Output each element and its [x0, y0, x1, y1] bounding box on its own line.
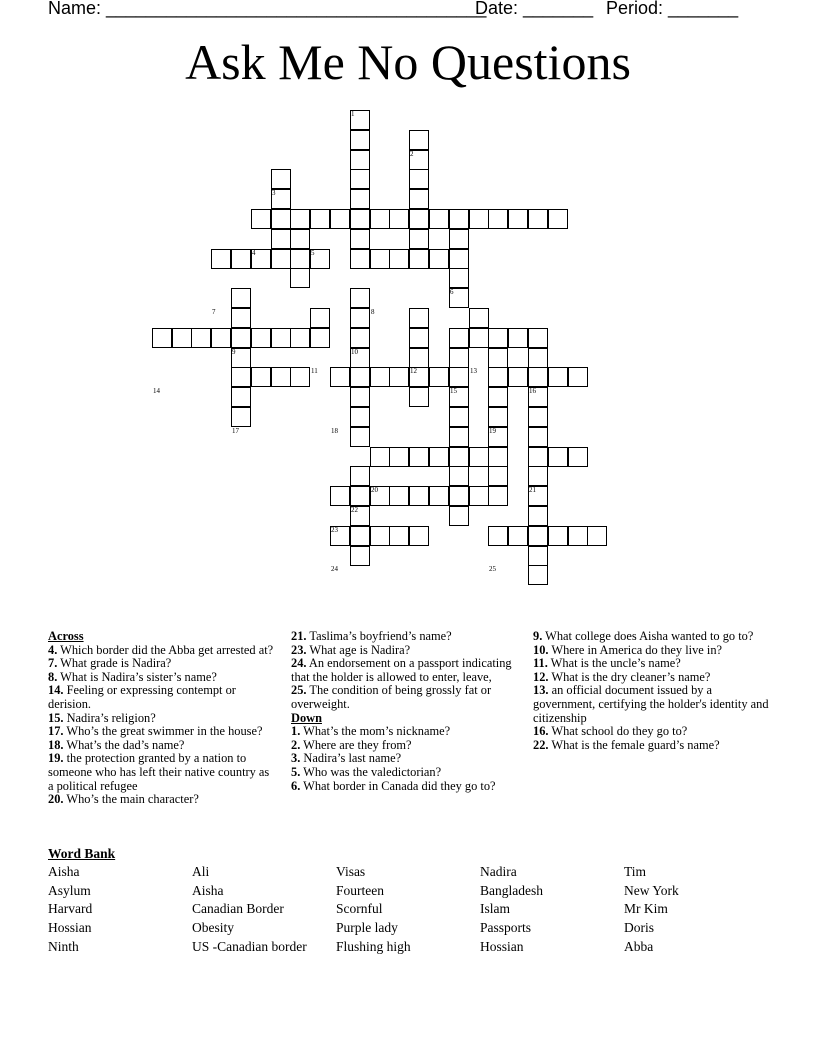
grid-cell[interactable] [508, 209, 528, 229]
grid-cell[interactable] [548, 526, 568, 546]
clue-number: 14 [153, 387, 160, 395]
clue-number-label: 25. [291, 683, 307, 698]
grid-cell[interactable] [449, 268, 469, 288]
grid-cell[interactable] [528, 546, 548, 566]
grid-cell[interactable] [449, 229, 469, 249]
clue-text: Which border did the Abba get arrested at? [57, 642, 274, 657]
grid-cell[interactable] [528, 565, 548, 585]
grid-cell[interactable] [350, 249, 370, 269]
grid-cell[interactable] [449, 407, 469, 427]
grid-cell[interactable] [271, 367, 291, 387]
word-bank-word: Ali [192, 864, 210, 879]
grid-cell[interactable] [271, 328, 291, 348]
grid-cell[interactable] [449, 506, 469, 526]
grid-cell[interactable] [528, 328, 548, 348]
clue-text: Where in America do they live in? [548, 642, 723, 657]
clue-number: 5 [311, 249, 315, 257]
grid-cell[interactable] [370, 209, 390, 229]
grid-cell[interactable] [350, 189, 370, 209]
clue-number-label: 11. [533, 656, 548, 671]
grid-cell[interactable] [449, 427, 469, 447]
clue-item [48, 712, 276, 726]
clue-text: What school do they go to? [548, 724, 688, 739]
clue-number: 4 [252, 249, 256, 257]
clue-number: 21 [529, 486, 536, 494]
grid-cell[interactable] [290, 328, 310, 348]
clue-text: Who’s the great swimmer in the house? [63, 724, 263, 739]
grid-cell[interactable] [389, 447, 409, 467]
grid-cell[interactable] [469, 209, 489, 229]
grid-cell[interactable] [231, 249, 251, 269]
clue-item [291, 644, 517, 658]
clue-text: What is the female guard’s name? [548, 737, 720, 752]
clue-number-label: 20. [48, 792, 64, 807]
clue-item [533, 725, 769, 739]
clues-column-2 [291, 630, 517, 793]
grid-cell[interactable] [350, 288, 370, 308]
word-bank-word: US -Canadian border [192, 938, 307, 954]
grid-cell[interactable] [231, 407, 251, 427]
grid-cell[interactable] [409, 526, 429, 546]
grid-cell[interactable] [350, 407, 370, 427]
grid-cell[interactable] [568, 526, 588, 546]
grid-cell[interactable] [528, 348, 548, 368]
grid-cell[interactable] [409, 328, 429, 348]
grid-cell[interactable] [528, 526, 548, 546]
word-bank-word: Asylum [48, 882, 91, 898]
grid-cell[interactable] [350, 427, 370, 447]
clue-number: 10 [351, 348, 358, 356]
clue-number-label: 24. [291, 656, 307, 671]
grid-cell[interactable] [290, 367, 310, 387]
grid-cell[interactable] [449, 328, 469, 348]
word-bank-word: Bangladesh [480, 882, 543, 898]
grid-cell[interactable] [370, 447, 390, 467]
grid-cell[interactable] [488, 447, 508, 467]
clue-text: An endorsement on a passport indicating that the holder is allowed to enter, leave, [291, 656, 512, 684]
word-bank-word: Ninth [48, 938, 79, 954]
clue-text: What’s the mom’s nickname? [300, 724, 451, 739]
grid-cell[interactable] [231, 328, 251, 348]
grid-cell[interactable] [449, 348, 469, 368]
clue-number-label: 5. [291, 764, 301, 779]
grid-cell[interactable] [211, 249, 231, 269]
clue-number-label: 9. [533, 629, 543, 643]
grid-cell[interactable] [251, 209, 271, 229]
grid-cell[interactable] [528, 209, 548, 229]
clue-number-label: 15. [48, 710, 64, 725]
grid-cell[interactable] [370, 249, 390, 269]
grid-cell[interactable] [528, 427, 548, 447]
clue-number-label: 14. [48, 683, 64, 698]
word-bank-word: New York [624, 882, 679, 898]
grid-cell[interactable] [409, 130, 429, 150]
clue-number-label: 21. [291, 629, 307, 643]
clue-number-label: 10. [533, 642, 549, 657]
clue-number: 3 [272, 189, 276, 197]
grid-cell[interactable] [350, 367, 370, 387]
clue-number: 20 [371, 486, 378, 494]
grid-cell[interactable] [409, 209, 429, 229]
period-field[interactable]: Period: _______ [606, 0, 739, 18]
grid-cell[interactable] [429, 209, 449, 229]
grid-cell[interactable] [211, 328, 231, 348]
grid-cell[interactable] [488, 367, 508, 387]
grid-cell[interactable] [251, 328, 271, 348]
clue-number-label: 18. [48, 737, 64, 752]
clue-item [48, 671, 276, 685]
clue-number: 8 [371, 308, 375, 316]
grid-cell[interactable] [488, 209, 508, 229]
clue-text: What college does Aisha wanted to go to? [542, 629, 754, 643]
grid-cell[interactable] [231, 367, 251, 387]
clue-number: 6 [450, 288, 454, 296]
grid-cell[interactable] [409, 348, 429, 368]
word-bank-word: Hossian [480, 938, 524, 954]
word-bank-word: Doris [624, 920, 654, 936]
across-heading: Across [48, 629, 84, 643]
grid-cell[interactable] [409, 387, 429, 407]
word-bank-word: Tim [624, 864, 647, 879]
clue-item [48, 657, 276, 671]
grid-cell[interactable] [330, 486, 350, 506]
clue-item [533, 644, 769, 658]
clue-item [533, 671, 769, 685]
grid-cell[interactable] [449, 209, 469, 229]
grid-cell[interactable] [350, 546, 370, 566]
grid-cell[interactable] [429, 367, 449, 387]
grid-cell[interactable] [449, 249, 469, 269]
word-bank-title: Word Bank [48, 846, 116, 861]
grid-cell[interactable] [409, 308, 429, 328]
grid-cell[interactable] [271, 229, 291, 249]
grid-cell[interactable] [389, 526, 409, 546]
clue-number: 19 [489, 427, 496, 435]
grid-cell[interactable] [350, 308, 370, 328]
grid-cell[interactable] [350, 466, 370, 486]
grid-cell[interactable] [469, 308, 489, 328]
grid-cell[interactable] [528, 447, 548, 467]
grid-cell[interactable] [469, 328, 489, 348]
clue-item [533, 657, 769, 671]
grid-cell[interactable] [429, 447, 449, 467]
word-bank-word: Abba [624, 938, 654, 954]
grid-cell[interactable] [488, 407, 508, 427]
clue-number-label: 4. [48, 642, 58, 657]
grid-cell[interactable] [370, 367, 390, 387]
grid-cell[interactable] [488, 387, 508, 407]
grid-cell[interactable] [409, 486, 429, 506]
grid-cell[interactable] [469, 486, 489, 506]
word-bank-word: Purple lady [336, 920, 398, 936]
grid-cell[interactable] [231, 288, 251, 308]
clue-item [48, 684, 276, 711]
grid-cell[interactable] [389, 209, 409, 229]
grid-cell[interactable] [271, 209, 291, 229]
grid-cell[interactable] [231, 308, 251, 328]
clue-text: Nadira’s last name? [300, 751, 402, 766]
grid-cell[interactable] [370, 526, 390, 546]
clue-number-label: 19. [48, 751, 64, 766]
clue-text: What grade is Nadira? [57, 656, 172, 671]
clue-text: an official document issued by a government, certifying the holder's identity and citizenship [533, 683, 769, 725]
clue-text: What’s the dad’s name? [63, 737, 185, 752]
clue-number: 25 [489, 565, 496, 573]
word-bank-word: Scornful [336, 901, 383, 917]
clue-item [48, 725, 276, 739]
clue-text: What is Nadira’s sister’s name? [57, 669, 217, 684]
grid-cell[interactable] [449, 447, 469, 467]
grid-cell[interactable] [350, 150, 370, 170]
grid-cell[interactable] [548, 367, 568, 387]
clue-text: Where are they from? [300, 737, 412, 752]
clue-item [291, 780, 517, 794]
grid-cell[interactable] [330, 367, 350, 387]
clue-item [291, 739, 517, 753]
clue-text: Feeling or expressing contempt or derision. [48, 683, 236, 711]
grid-cell[interactable] [409, 447, 429, 467]
clue-number-label: 3. [291, 751, 301, 766]
grid-cell[interactable] [290, 268, 310, 288]
clue-item [291, 684, 517, 711]
word-bank-word: Obesity [192, 920, 234, 936]
clue-number-label: 2. [291, 737, 301, 752]
clue-number: 22 [351, 506, 358, 514]
grid-cell[interactable] [310, 328, 330, 348]
grid-cell[interactable] [310, 308, 330, 328]
clue-number: 9 [232, 348, 236, 356]
clue-text: What border in Canada did they go to? [300, 778, 496, 793]
word-bank-word: Mr Kim [624, 901, 668, 917]
clue-number: 12 [410, 367, 417, 375]
grid-cell[interactable] [409, 189, 429, 209]
clue-item [533, 739, 769, 753]
grid-cell[interactable] [152, 328, 172, 348]
clue-number-label: 12. [533, 669, 549, 684]
grid-cell[interactable] [449, 486, 469, 506]
clue-number: 16 [529, 387, 536, 395]
grid-cell[interactable] [350, 130, 370, 150]
word-bank-word: Aisha [192, 882, 224, 898]
grid-cell[interactable] [488, 348, 508, 368]
grid-cell[interactable] [528, 466, 548, 486]
clues-column-3 [533, 630, 769, 752]
clue-text: The condition of being grossly fat or overweight. [291, 683, 492, 711]
grid-cell[interactable] [587, 526, 607, 546]
clue-number-label: 1. [291, 724, 301, 739]
grid-cell[interactable] [488, 328, 508, 348]
grid-cell[interactable] [290, 209, 310, 229]
word-bank-word: Aisha [48, 864, 80, 879]
clue-number: 11 [311, 367, 318, 375]
grid-cell[interactable] [508, 367, 528, 387]
grid-cell[interactable] [409, 169, 429, 189]
grid-cell[interactable] [290, 229, 310, 249]
clue-text: the protection granted by a nation to someone who has left their native country as a political refugee [48, 751, 270, 793]
grid-cell[interactable] [488, 466, 508, 486]
clue-text: What is the uncle’s name? [547, 656, 681, 671]
grid-cell[interactable] [409, 229, 429, 249]
clue-number-label: 13. [533, 683, 549, 698]
word-bank-word: Harvard [48, 901, 93, 917]
clue-number: 2 [410, 150, 414, 158]
clue-text: Nadira’s religion? [63, 710, 156, 725]
grid-cell[interactable] [508, 526, 528, 546]
grid-cell[interactable] [568, 447, 588, 467]
clue-number-label: 16. [533, 724, 549, 739]
grid-cell[interactable] [271, 249, 291, 269]
grid-cell[interactable] [251, 367, 271, 387]
clue-text: Taslima’s boyfriend’s name? [306, 629, 452, 643]
clue-number-label: 6. [291, 778, 301, 793]
grid-cell[interactable] [488, 526, 508, 546]
clue-item [291, 657, 517, 684]
grid-cell[interactable] [528, 506, 548, 526]
clue-item [533, 630, 769, 644]
grid-cell[interactable] [528, 407, 548, 427]
grid-cell[interactable] [350, 169, 370, 189]
grid-cell[interactable] [350, 486, 370, 506]
word-bank-word: Passports [480, 920, 532, 936]
grid-cell[interactable] [172, 328, 192, 348]
word-bank-word: Visas [336, 864, 366, 879]
clues-column-1 [48, 630, 276, 807]
grid-cell[interactable] [568, 367, 588, 387]
grid-cell[interactable] [350, 526, 370, 546]
clue-text: What age is Nadira? [306, 642, 411, 657]
grid-cell[interactable] [548, 447, 568, 467]
grid-cell[interactable] [350, 328, 370, 348]
grid-cell[interactable] [389, 249, 409, 269]
grid-cell[interactable] [191, 328, 211, 348]
clue-number-label: 23. [291, 642, 307, 657]
clue-number: 15 [450, 387, 457, 395]
name-field[interactable]: Name: ______________________________________ [48, 0, 487, 18]
clue-item [291, 752, 517, 766]
clue-text: What is the dry cleaner’s name? [548, 669, 711, 684]
grid-cell[interactable] [528, 367, 548, 387]
clue-item [48, 644, 276, 658]
grid-cell[interactable] [548, 209, 568, 229]
clue-number: 13 [470, 367, 477, 375]
grid-cell[interactable] [409, 249, 429, 269]
grid-cell[interactable] [389, 486, 409, 506]
clue-item [291, 766, 517, 780]
clue-number-label: 7. [48, 656, 58, 671]
grid-cell[interactable] [469, 447, 489, 467]
grid-cell[interactable] [350, 387, 370, 407]
word-bank-word: Islam [480, 901, 510, 917]
grid-cell[interactable] [231, 387, 251, 407]
clue-item [291, 630, 517, 644]
grid-cell[interactable] [350, 209, 370, 229]
clue-number: 18 [331, 427, 338, 435]
word-bank-word: Nadira [480, 864, 517, 879]
clue-number: 7 [212, 308, 216, 316]
page-title: Ask Me No Questions [185, 34, 631, 90]
clue-item [533, 684, 769, 725]
word-bank-word: Hossian [48, 920, 92, 936]
grid-cell[interactable] [330, 209, 350, 229]
clue-number: 24 [331, 565, 338, 573]
clue-number-label: 17. [48, 724, 64, 739]
grid-cell[interactable] [350, 229, 370, 249]
grid-cell[interactable] [488, 486, 508, 506]
clue-number: 17 [232, 427, 239, 435]
grid-cell[interactable] [310, 209, 330, 229]
date-field[interactable]: Date: _______ [475, 0, 594, 18]
clue-item [48, 739, 276, 753]
word-bank-word: Canadian Border [192, 901, 284, 917]
grid-cell[interactable] [449, 367, 469, 387]
clue-item [48, 752, 276, 793]
grid-cell[interactable] [429, 249, 449, 269]
clue-number: 23 [331, 526, 338, 534]
grid-cell[interactable] [271, 169, 291, 189]
clue-item [48, 793, 276, 807]
grid-cell[interactable] [449, 466, 469, 486]
word-bank-word: Flushing high [336, 938, 411, 954]
down-heading: Down [291, 710, 322, 725]
clue-text: Who’s the main character? [63, 792, 199, 807]
clue-number-label: 8. [48, 669, 58, 684]
clue-number-label: 22. [533, 737, 549, 752]
word-bank-word: Fourteen [336, 882, 384, 898]
grid-cell[interactable] [389, 367, 409, 387]
clue-item [291, 725, 517, 739]
grid-cell[interactable] [290, 249, 310, 269]
clue-number: 1 [351, 110, 355, 118]
clue-text: Who was the valedictorian? [300, 764, 442, 779]
grid-cell[interactable] [429, 486, 449, 506]
grid-cell[interactable] [508, 328, 528, 348]
